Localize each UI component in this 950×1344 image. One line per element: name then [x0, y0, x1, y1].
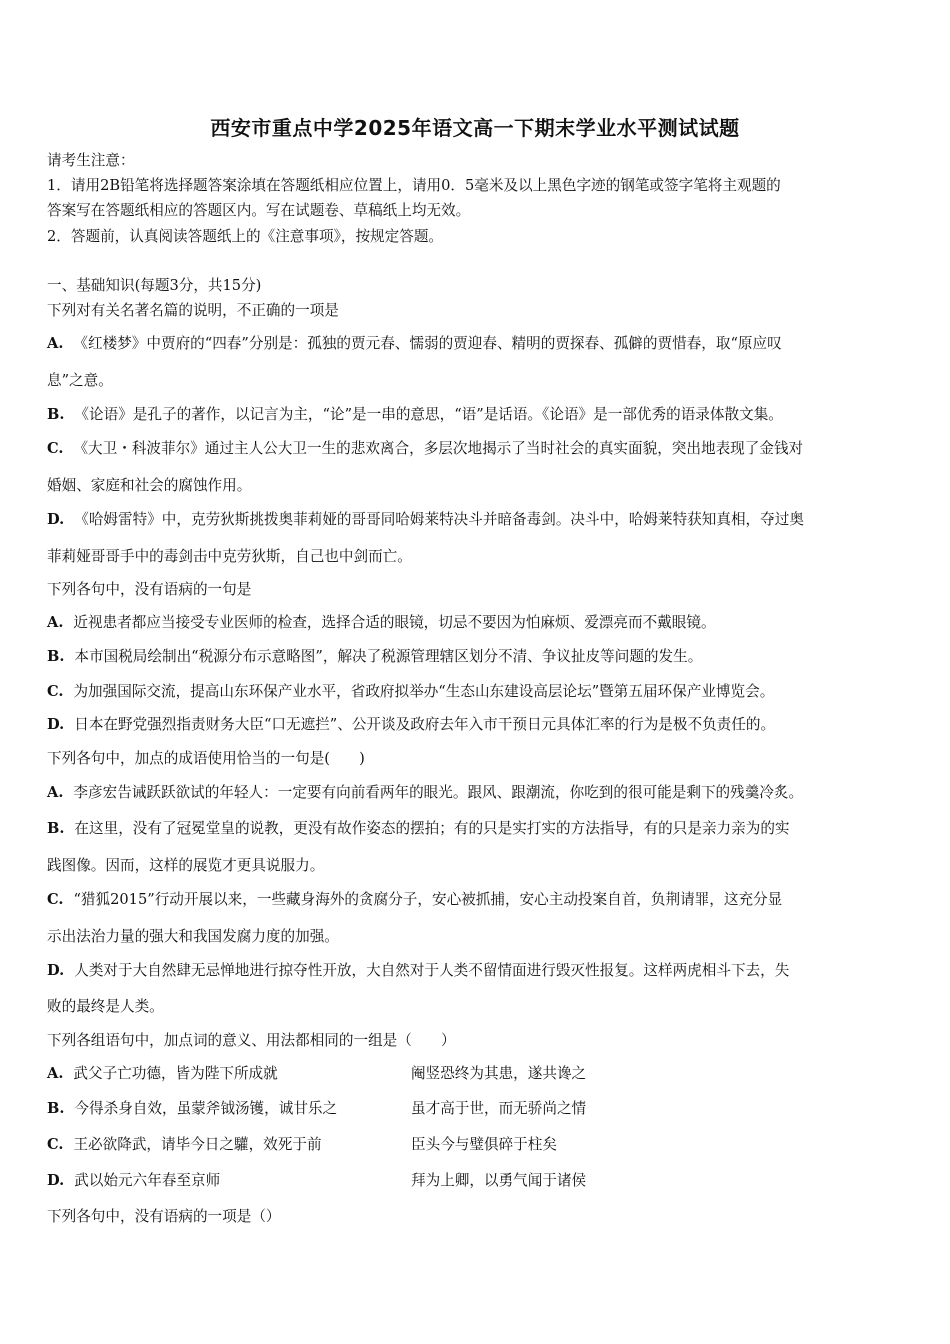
option-left-text: 武以始元六年春至京师	[74, 1172, 221, 1189]
q1-option-a-cont: 息”之意。	[47, 372, 113, 389]
q3-option-b	[47, 819, 790, 839]
q5-stem: 下列各句中，没有语病的一项是（）	[47, 1208, 281, 1225]
option-label: B.	[47, 820, 65, 837]
option-left-text: 王必欲降武，请毕今日之驩，效死于前	[73, 1136, 322, 1153]
option-label: A.	[47, 784, 64, 801]
option-label: D.	[47, 962, 65, 979]
option-label: B.	[47, 648, 65, 665]
q3-option-b-cont: 践图像。因而，这样的展览才更具说服力。	[47, 857, 325, 874]
option-text: 《红楼梦》中贾府的“四春”分别是：孤独的贾元春、懦弱的贾迎春、精明的贾探春、孤僻的贾惜春，取“原应叹	[73, 335, 782, 352]
option-right-text: 虽才高于世，而无骄尚之情	[411, 1100, 587, 1117]
option-label: C.	[47, 1136, 64, 1153]
q2-stem: 下列各句中，没有语病的一句是	[47, 581, 252, 598]
option-text: 日本在野党强烈指责财务大臣“口无遮拦”、公开谈及政府去年入市干预日元具体汇率的行为是极不负责任的。	[74, 716, 776, 733]
q2-option-c	[47, 682, 774, 702]
option-text: 近视患者都应当接受专业医师的检查，选择合适的眼镜，切忌不要因为怕麻烦、爱漂亮而不戴眼镜。	[73, 614, 716, 631]
option-right-text: 拜为上卿，以勇气闻于诸侯	[411, 1172, 587, 1189]
q3-option-a	[47, 783, 803, 803]
option-left-text: 今得杀身自效，虽蒙斧钺汤镬，诚甘乐之	[74, 1100, 338, 1117]
option-label: C.	[47, 891, 64, 908]
option-label: B.	[47, 1100, 65, 1117]
q4-option-b	[47, 1099, 687, 1119]
option-text: 李彦宏告诫跃跃欲试的年轻人：一定要有向前看两年的眼光。跟风、跟潮流，你吃到的很可能是剩下的残羹冷炙。	[73, 784, 804, 801]
option-text: 在这里，没有了冠冕堂皇的说教，更没有故作姿态的摆拍；有的只是实打实的方法指导，有的只是亲力亲为的实	[74, 820, 790, 837]
q2-option-a	[47, 613, 716, 633]
option-text: 人类对于大自然肆无忌惮地进行掠夺性开放，大自然对于人类不留情面进行毁灭性报复。这样两虎相斗下去，失	[74, 962, 790, 979]
q3-stem: 下列各句中，加点的成语使用恰当的一句是( )	[47, 750, 365, 767]
option-text: 《论语》是孔子的著作，以记言为主，“论”是一串的意思，“语”是话语。《论语》是一部优秀的语录体散文集。	[74, 406, 783, 423]
option-label: C.	[47, 440, 64, 457]
q2-option-b	[47, 647, 702, 667]
q4-option-a	[47, 1064, 687, 1084]
option-left-text: 武父子亡功德，皆为陛下所成就	[73, 1065, 278, 1082]
notice-line-1b: 答案写在答题纸相应的答题区内。写在试题卷、草稿纸上均无效。	[47, 202, 471, 219]
page-title: 西安市重点中学2025年语文高一下期末学业水平测试试题	[210, 116, 740, 140]
q3-option-c	[47, 890, 782, 910]
option-text: 为加强国际交流，提高山东环保产业水平，省政府拟举办“生态山东建设高层论坛”暨第五届环保产业博览会。	[73, 683, 775, 700]
option-label: D.	[47, 716, 65, 733]
option-text: “猎狐2015”行动开展以来，一些藏身海外的贪腐分子，安心被抓捕，安心主动投案自首，负荆请罪，这充分显	[73, 891, 783, 908]
q1-option-a	[47, 334, 782, 354]
q3-option-d	[47, 961, 789, 981]
q1-option-d	[47, 510, 804, 530]
q1-stem: 下列对有关名著名篇的说明，不正确的一项是	[47, 302, 339, 319]
option-text: 本市国税局绘制出“税源分布示意略图”，解决了税源管理辖区划分不清、争议扯皮等问题的发生。	[74, 648, 703, 665]
q4-stem: 下列各组语句中，加点词的意义、用法都相同的一组是（ ）	[47, 1032, 456, 1049]
option-label: C.	[47, 683, 64, 700]
q1-option-c	[47, 439, 803, 459]
q3-option-c-cont: 示出法治力量的强大和我国发腐力度的加强。	[47, 928, 339, 945]
q1-option-d-cont: 菲莉娅哥哥手中的毒剑击中克劳狄斯，自己也中剑而亡。	[47, 548, 412, 565]
notice-line-1a: 1．请用2B铅笔将选择题答案涂填在答题纸相应位置上，请用0．5毫米及以上黑色字迹的钢笔或签字笔将主观题的	[47, 177, 781, 194]
option-text: 《哈姆雷特》中，克劳狄斯挑拨奥菲莉娅的哥哥同哈姆莱特决斗并暗备毒剑。决斗中，哈姆莱特获知真相，夺过奥	[74, 511, 804, 528]
notice-line-2: 2．答题前，认真阅读答题纸上的《注意事项》，按规定答题。	[47, 228, 444, 245]
q2-option-d	[47, 715, 775, 735]
notice-heading: 请考生注意：	[47, 152, 135, 169]
section-heading: 一、基础知识(每题3分，共15分)	[47, 277, 262, 294]
option-right-text: 臣头今与璧俱碎于柱矣	[411, 1136, 557, 1153]
option-right-text: 阉竖恐终为其患，遂共谗之	[411, 1065, 587, 1082]
option-text: 《大卫・科波菲尔》通过主人公大卫一生的悲欢离合，多层次地揭示了当时社会的真实面貌，突出地表现了金钱对	[73, 440, 804, 457]
option-label: A.	[47, 614, 64, 631]
option-label: D.	[47, 1172, 65, 1189]
option-label: D.	[47, 511, 65, 528]
option-label: B.	[47, 406, 65, 423]
q1-option-c-cont: 婚姻、家庭和社会的腐蚀作用。	[47, 477, 252, 494]
option-label: A.	[47, 335, 64, 352]
q4-option-d	[47, 1171, 687, 1191]
option-label: A.	[47, 1065, 64, 1082]
q4-option-c	[47, 1135, 687, 1155]
q1-option-b	[47, 405, 783, 425]
q3-option-d-cont: 败的最终是人类。	[47, 998, 164, 1015]
